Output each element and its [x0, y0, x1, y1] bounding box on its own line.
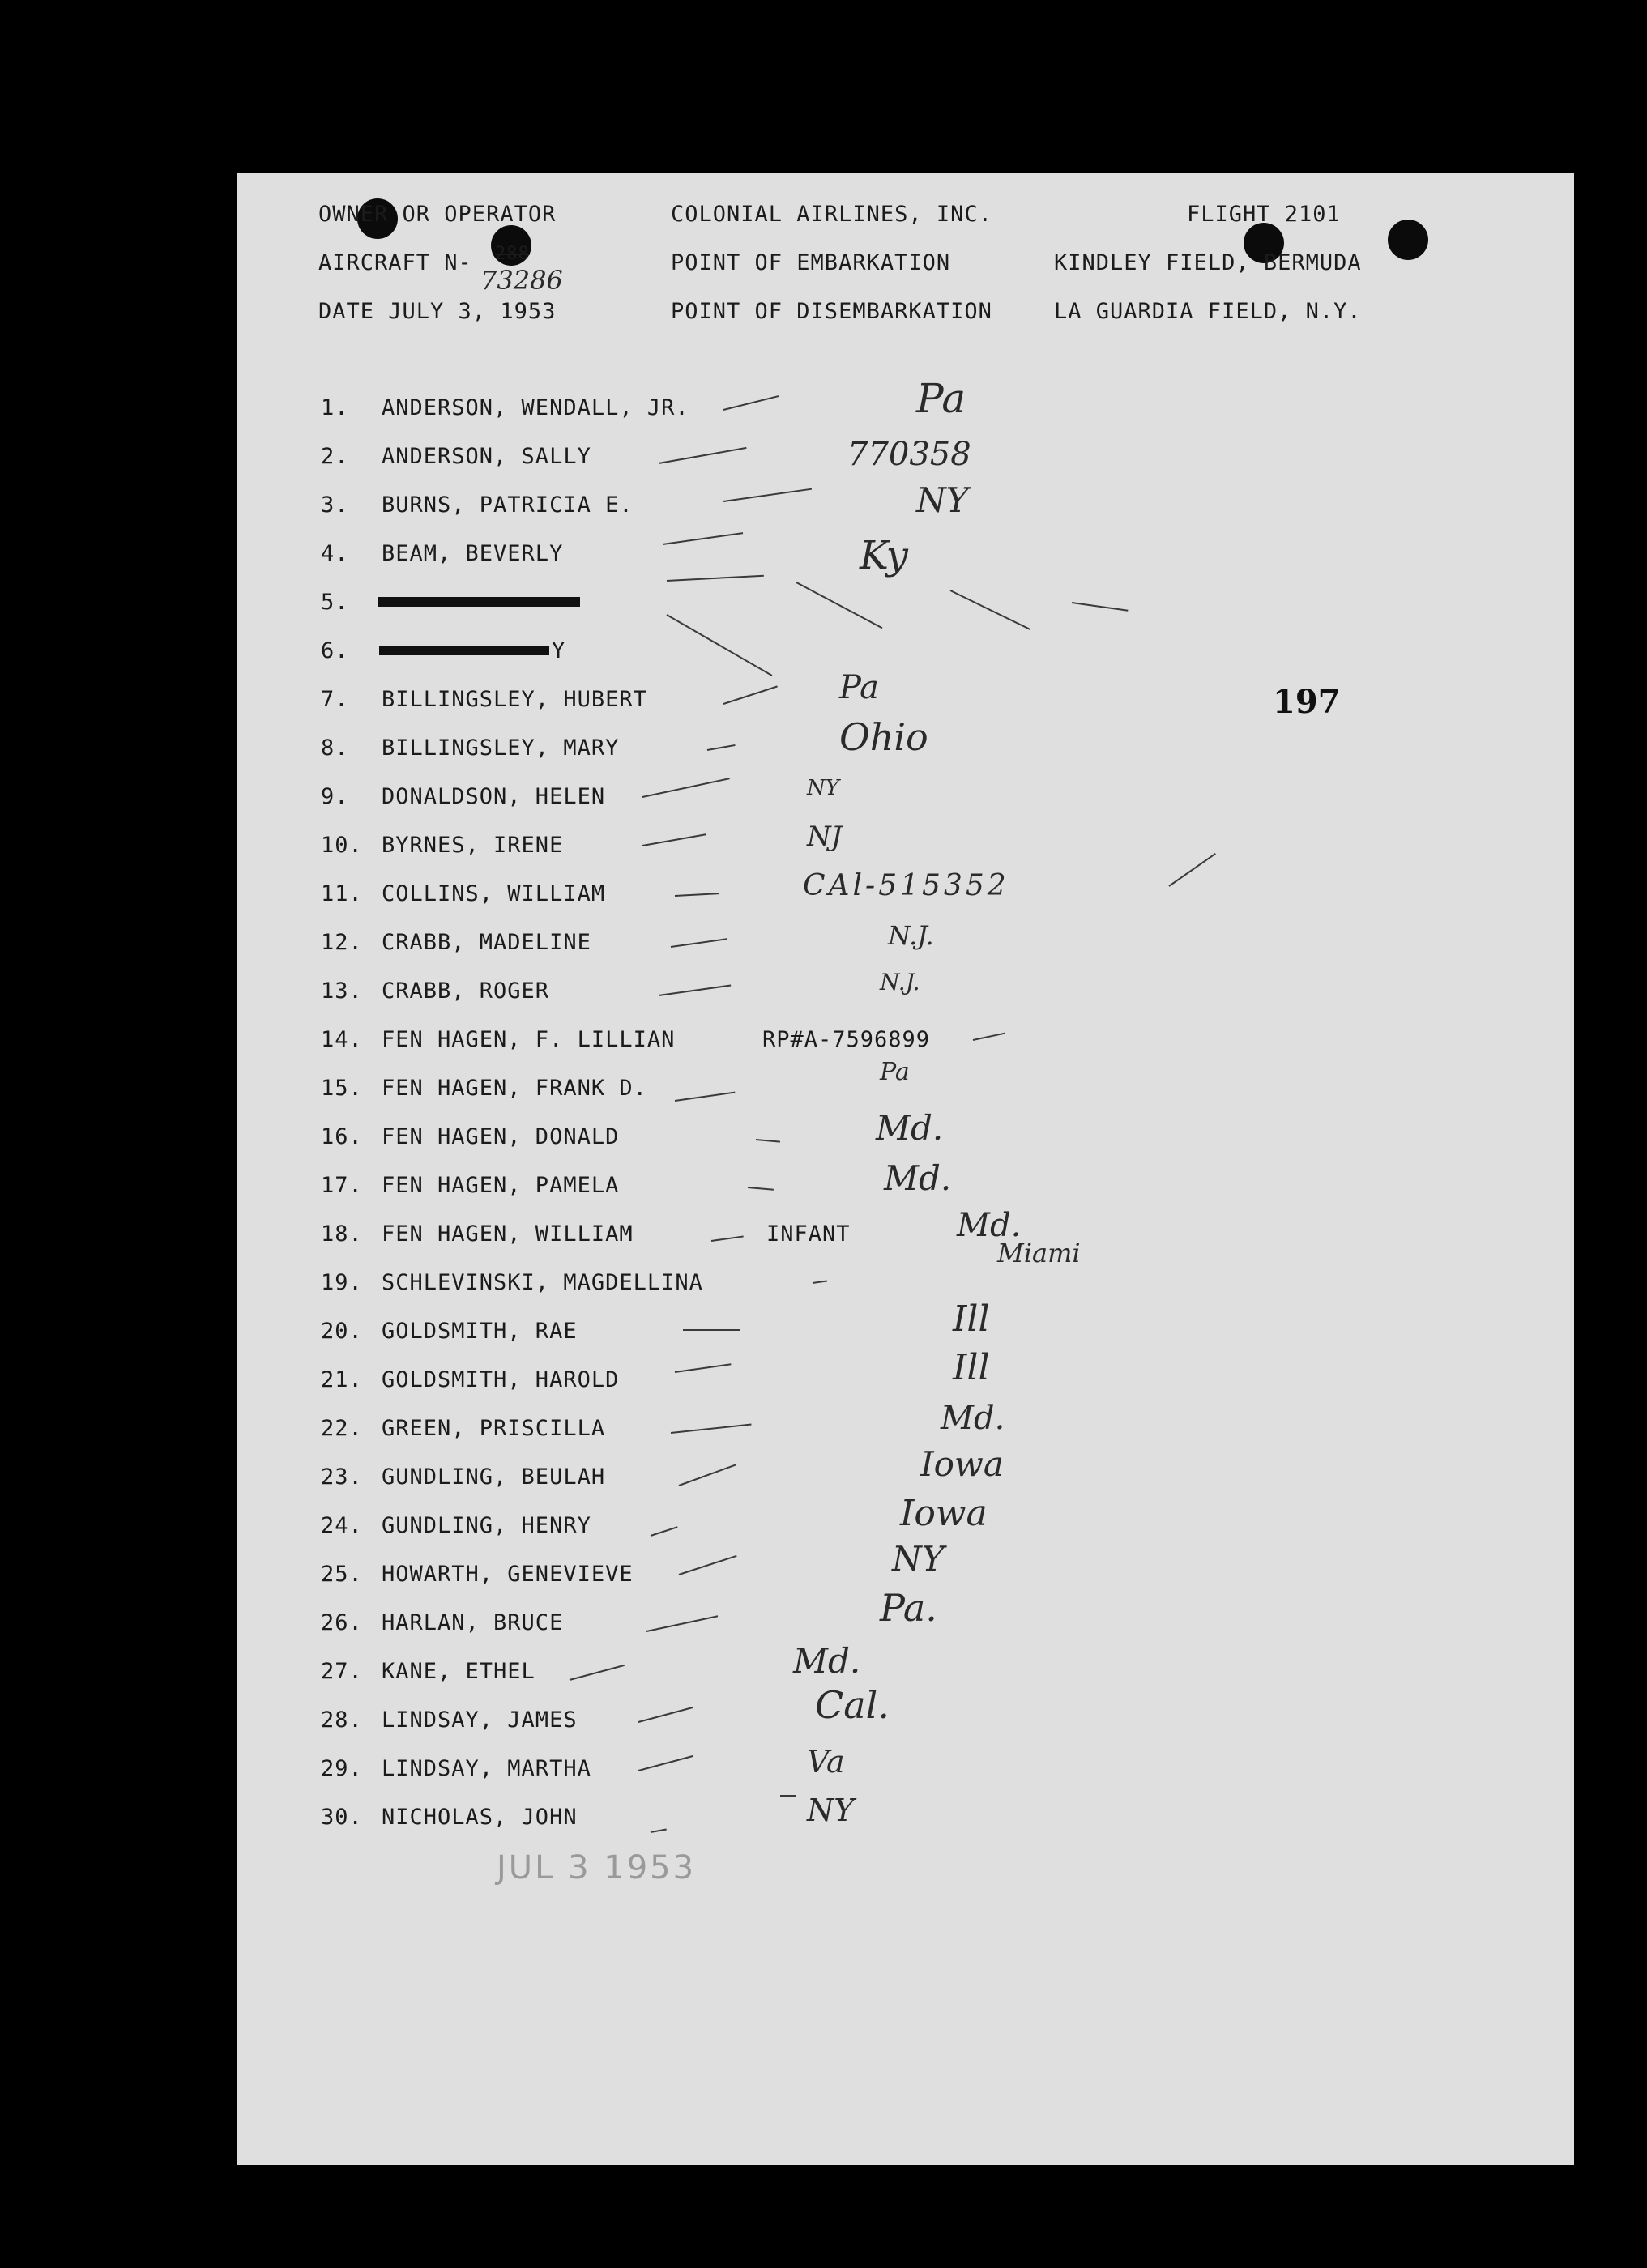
- page-number: 197: [1273, 683, 1341, 721]
- passenger-name: KANE, ETHEL: [382, 1659, 535, 1684]
- passenger-name: DONALDSON, HELEN: [382, 784, 606, 809]
- handwritten-note: Pa: [880, 1058, 910, 1086]
- passenger-row: [321, 436, 1212, 476]
- handwritten-note: Ill: [953, 1347, 990, 1388]
- row-number: 9.: [321, 784, 349, 809]
- passenger-row: [321, 1400, 1212, 1448]
- passenger-row: [321, 1238, 1212, 1302]
- passenger-row: [321, 590, 1212, 622]
- handwritten-note: NY: [916, 480, 969, 520]
- handwritten-note: NY: [807, 1793, 855, 1828]
- handwritten-note: NY: [892, 1539, 945, 1579]
- row-number: 5.: [321, 590, 349, 615]
- pen-dash: [667, 575, 764, 582]
- owner-label: OWNER OR OPERATOR: [318, 202, 557, 227]
- passenger-name: BYRNES, IRENE: [382, 833, 564, 858]
- row-number: 2.: [321, 444, 349, 469]
- passenger-name: BILLINGSLEY, HUBERT: [382, 687, 647, 712]
- passenger-row: [321, 1493, 1212, 1545]
- disembarkation-label: POINT OF DISEMBARKATION: [671, 299, 992, 324]
- handwritten-note: Md.: [876, 1108, 944, 1148]
- passenger-name: NICHOLAS, JOHN: [382, 1805, 578, 1830]
- handwritten-note: CAl-515352: [803, 869, 1009, 902]
- row-number: 3.: [321, 492, 349, 518]
- handwritten-note: N.J.: [880, 969, 920, 995]
- row-number: 8.: [321, 735, 349, 761]
- passenger-row: [321, 1744, 1212, 1788]
- date-received-stamp: JUL 3 1953: [497, 1849, 697, 1886]
- redaction-strike: [378, 597, 580, 607]
- row-number: 13.: [321, 978, 363, 1004]
- passenger-name: FEN HAGEN, PAMELA: [382, 1173, 620, 1198]
- row-number: 15.: [321, 1076, 363, 1101]
- aircraft-handwritten-number: 73286: [480, 265, 563, 296]
- handwritten-note: Pa: [839, 669, 879, 706]
- passenger-name: ANDERSON, SALLY: [382, 444, 591, 469]
- passenger-name: GOLDSMITH, RAE: [382, 1319, 578, 1344]
- passenger-name: GUNDLING, BEULAH: [382, 1464, 606, 1490]
- handwritten-note: Md.: [884, 1158, 952, 1198]
- passenger-row: [321, 869, 1212, 914]
- handwritten-note: Pa.: [880, 1586, 937, 1630]
- passenger-name: BILLINGSLEY, MARY: [382, 735, 620, 761]
- passenger-row: [321, 533, 1212, 578]
- row-number: 7.: [321, 687, 349, 712]
- passenger-row: [321, 1586, 1212, 1643]
- row-number: 25.: [321, 1562, 363, 1587]
- passenger-row: [321, 776, 1212, 816]
- passenger-row: [321, 375, 1212, 428]
- handwritten-note: Miami: [997, 1238, 1081, 1268]
- passenger-row: [321, 638, 1212, 671]
- aircraft-label: AIRCRAFT N-: [318, 250, 472, 275]
- row-number: 16.: [321, 1124, 363, 1149]
- row-number: 19.: [321, 1270, 363, 1295]
- passenger-name: FEN HAGEN, FRANK D.: [382, 1076, 647, 1101]
- handwritten-note: Cal.: [815, 1683, 890, 1727]
- passenger-name: GREEN, PRISCILLA: [382, 1416, 606, 1441]
- passenger-row: [321, 920, 1212, 962]
- disembarkation-value: LA GUARDIA FIELD, N.Y.: [1054, 299, 1362, 324]
- flight-number: FLIGHT 2101: [1187, 202, 1341, 227]
- passenger-row: [321, 1444, 1212, 1497]
- row-number: 29.: [321, 1756, 363, 1781]
- row-number: 26.: [321, 1610, 363, 1635]
- row-number: 1.: [321, 395, 349, 420]
- passenger-row: [321, 715, 1212, 768]
- passenger-name: FEN HAGEN, F. LILLIAN: [382, 1027, 676, 1052]
- handwritten-note: Ohio: [839, 715, 928, 759]
- passenger-row: [321, 1641, 1212, 1691]
- pen-dash: [780, 1795, 796, 1797]
- handwritten-note: NJ: [807, 821, 843, 853]
- row-number: 14.: [321, 1027, 363, 1052]
- passport-number: RP#A-7596899: [762, 1027, 931, 1052]
- passenger-row: [321, 1347, 1212, 1400]
- row-number: 20.: [321, 1319, 363, 1344]
- handwritten-note: Ill: [953, 1298, 990, 1340]
- passenger-name: FEN HAGEN, DONALD: [382, 1124, 620, 1149]
- passenger-row: [321, 1539, 1212, 1594]
- handwritten-note: Md.: [957, 1207, 1022, 1244]
- row-number: 27.: [321, 1659, 363, 1684]
- row-number: 17.: [321, 1173, 363, 1198]
- aircraft-struck-number: 288: [495, 244, 530, 264]
- passenger-row: [321, 821, 1212, 865]
- handwritten-note: N.J.: [888, 920, 934, 951]
- passenger-name: HOWARTH, GENEVIEVE: [382, 1562, 634, 1587]
- row-number: 21.: [321, 1367, 363, 1392]
- redaction-strike: [379, 646, 549, 655]
- handwritten-note: Iowa: [900, 1493, 988, 1534]
- passenger-name: COLLINS, WILLIAM: [382, 881, 606, 906]
- row-number: 4.: [321, 541, 349, 566]
- passenger-row: [321, 1793, 1212, 1837]
- passenger-name: FEN HAGEN, WILLIAM: [382, 1221, 634, 1247]
- infant-note: INFANT: [766, 1221, 851, 1247]
- pen-dash: [683, 1329, 740, 1331]
- passenger-name: BURNS, PATRICIA E.: [382, 492, 634, 518]
- handwritten-note: Va: [807, 1744, 845, 1780]
- passenger-row: [321, 1683, 1212, 1740]
- passenger-row: [321, 1058, 1212, 1108]
- row-number: 22.: [321, 1416, 363, 1441]
- passenger-name: HARLAN, BRUCE: [382, 1610, 564, 1635]
- row-number: 23.: [321, 1464, 363, 1490]
- handwritten-note: Ky: [860, 533, 908, 578]
- passenger-row: [321, 669, 1212, 719]
- passenger-row: [321, 1027, 1212, 1059]
- handwritten-note: Pa: [916, 375, 966, 422]
- passenger-name: CRABB, MADELINE: [382, 930, 591, 955]
- row-number: 12.: [321, 930, 363, 955]
- owner-value: COLONIAL AIRLINES, INC.: [671, 202, 992, 227]
- passenger-row: [321, 1298, 1212, 1351]
- passenger-name: LINDSAY, MARTHA: [382, 1756, 591, 1781]
- passenger-name: ANDERSON, WENDALL, JR.: [382, 395, 689, 420]
- embarkation-label: POINT OF EMBARKATION: [671, 250, 951, 275]
- passenger-name: GOLDSMITH, HAROLD: [382, 1367, 620, 1392]
- passenger-name: Y: [552, 638, 566, 663]
- row-number: 28.: [321, 1707, 363, 1733]
- row-number: 10.: [321, 833, 363, 858]
- passenger-name: CRABB, ROGER: [382, 978, 550, 1004]
- passenger-name: LINDSAY, JAMES: [382, 1707, 578, 1733]
- passenger-row: [321, 480, 1212, 525]
- handwritten-note: Iowa: [920, 1444, 1004, 1484]
- row-number: 24.: [321, 1513, 363, 1538]
- passenger-name: SCHLEVINSKI, MAGDELLINA: [382, 1270, 703, 1295]
- manifest-date: DATE JULY 3, 1953: [318, 299, 557, 324]
- passenger-row: [321, 969, 1212, 1011]
- row-number: 11.: [321, 881, 363, 906]
- passenger-name: BEAM, BEVERLY: [382, 541, 564, 566]
- handwritten-note: NY: [807, 776, 839, 800]
- handwritten-note: 770358: [847, 436, 971, 473]
- manifest-page: [237, 173, 1574, 2165]
- handwritten-note: Md.: [793, 1641, 861, 1681]
- row-number: 18.: [321, 1221, 363, 1247]
- punch-hole: [1388, 220, 1428, 260]
- row-number: 30.: [321, 1805, 363, 1830]
- handwritten-note: Md.: [941, 1400, 1005, 1437]
- row-number: 6.: [321, 638, 349, 663]
- passenger-name: GUNDLING, HENRY: [382, 1513, 591, 1538]
- embarkation-value: KINDLEY FIELD, BERMUDA: [1054, 250, 1362, 275]
